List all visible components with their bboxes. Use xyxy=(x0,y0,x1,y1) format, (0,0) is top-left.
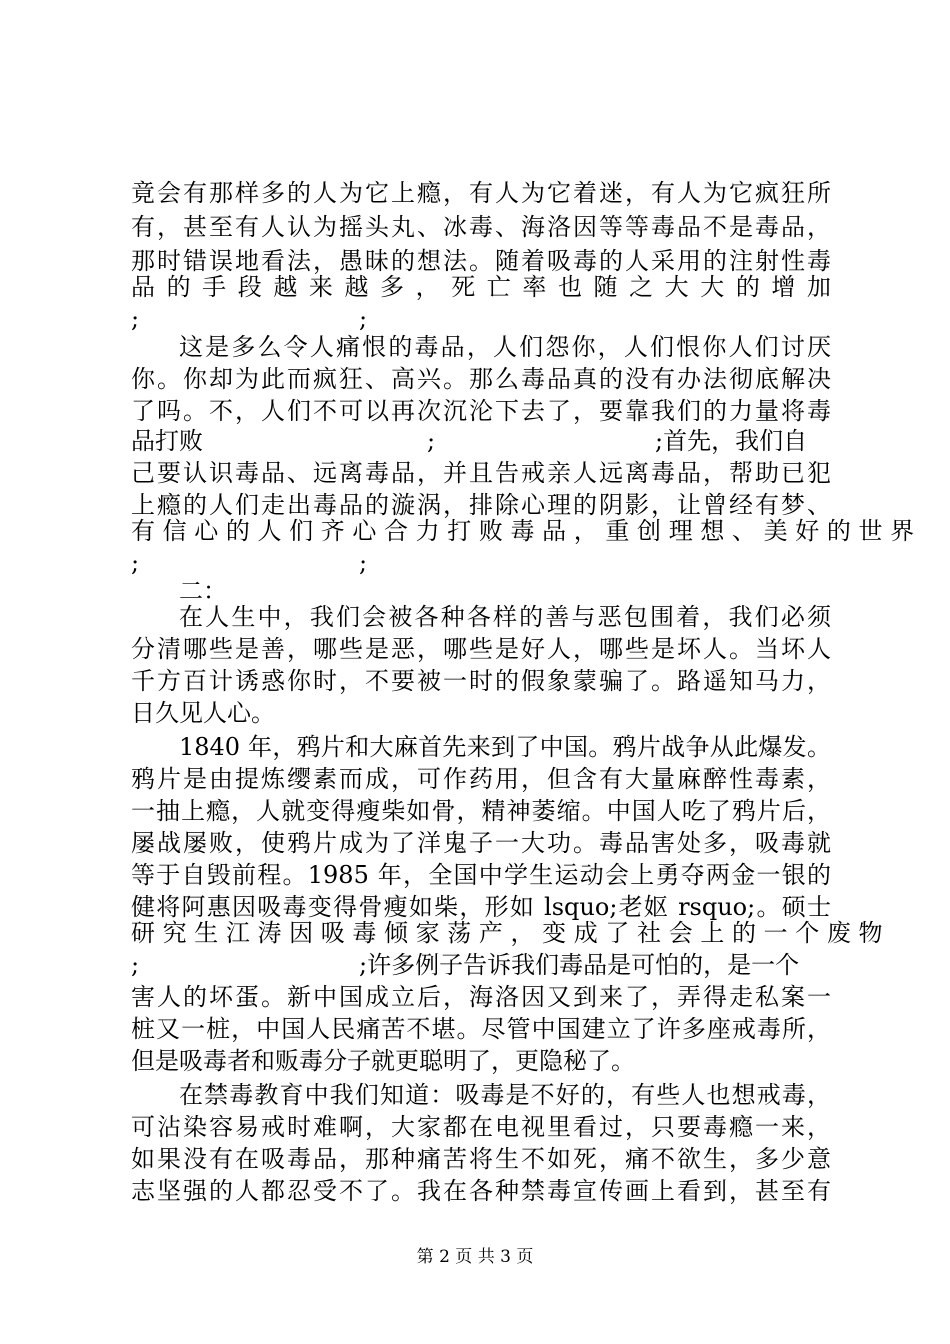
text-line: 一抽上瘾，人就变得瘦柴如骨，精神萎缩。中国人吃了鸦片后， xyxy=(131,797,831,825)
semicolon: ; xyxy=(131,951,140,979)
text-line: 等于自毁前程。1985 年，全国中学生运动会上勇夺两金一银的 xyxy=(131,861,831,889)
text-line: 但是吸毒者和贩毒分子就更聪明了，更隐秘了。 xyxy=(131,1047,635,1075)
text-fragment: 品打败 xyxy=(131,427,203,455)
text-line: 桩又一桩，中国人民痛苦不堪。尽管中国建立了许多座戒毒所， xyxy=(131,1015,831,1043)
text-line: 千方百计诱惑你时，不要被一时的假象蒙骗了。路遥知马力， xyxy=(131,667,831,695)
semicolon: ; xyxy=(359,305,368,333)
page-footer: 第 2 页 共 3 页 xyxy=(416,1247,534,1267)
text-line: 有，甚至有人认为摇头丸、冰毒、海洛因等等毒品不是毒品， xyxy=(131,213,831,241)
text-line: 己要认识毒品、远离毒品，并且告戒亲人远离毒品，帮助已犯 xyxy=(131,459,831,487)
text-line: 志坚强的人都忍受不了。我在各种禁毒宣传画上看到，甚至有 xyxy=(131,1177,831,1205)
text-fragment: ;首先，我们自 xyxy=(655,427,808,455)
paragraph-first-line: 这是多么令人痛恨的毒品，人们怨你，人们恨你人们讨厌 xyxy=(179,333,831,361)
text-line: 分清哪些是善，哪些是恶，哪些是好人，哪些是坏人。当坏人 xyxy=(131,635,831,663)
text-line: 害人的坏蛋。新中国成立后，海洛因又到来了，弄得走私案一 xyxy=(131,983,831,1011)
paragraph-first-line: 在禁毒教育中我们知道：吸毒是不好的，有些人也想戒毒， xyxy=(179,1081,831,1109)
text-fragment: ;许多例子告诉我们毒品是可怕的，是一个 xyxy=(359,951,800,979)
semicolon: ; xyxy=(131,549,140,577)
semicolon: ; xyxy=(359,549,368,577)
paragraph-first-line: 1840 年，鸦片和大麻首先来到了中国。鸦片战争从此爆发。 xyxy=(179,733,831,761)
text-line: 日久见人心。 xyxy=(131,699,275,727)
text-line: 了吗。不，人们不可以再次沉沦下去了，要靠我们的力量将毒 xyxy=(131,397,831,425)
text-line: 品 的 手 段 越 来 越 多 ， 死 亡 率 也 随 之 大 大 的 增 加 xyxy=(131,273,831,301)
paragraph-first-line: 在人生中，我们会被各种各样的善与恶包围着，我们必须 xyxy=(179,603,831,631)
text-line: 如果没有在吸毒品，那种痛苦将生不如死，痛不欲生，多少意 xyxy=(131,1145,831,1173)
text-line: 健将阿惠因吸毒变得骨瘦如柴，形如 lsquo;老妪 rsquo;。硕士 xyxy=(131,893,831,921)
mixed-row xyxy=(131,948,831,982)
mixed-row xyxy=(131,424,831,458)
text-line: 鸦片是由提炼缨素而成，可作药用，但含有大量麻醉性毒素， xyxy=(131,765,831,793)
text-line: 有 信 心 的 人 们 齐 心 合 力 打 败 毒 品 ， 重 创 理 想 、 美 好 的 世 界 xyxy=(131,517,915,545)
text-line: 研 究 生 江 涛 因 吸 毒 倾 家 荡 产 ， 变 成 了 社 会 上 的 一 个 废 物 xyxy=(131,919,883,947)
semicolon: ; xyxy=(427,427,436,455)
text-line: 那时错误地看法，愚昧的想法。随着吸毒的人采用的注射性毒 xyxy=(131,247,831,275)
text-line: 竟会有那样多的人为它上瘾，有人为它着迷，有人为它疯狂所 xyxy=(131,179,831,207)
text-line: 屡战屡败，使鸦片成为了洋鬼子一大功。毒品害处多，吸毒就 xyxy=(131,829,831,857)
text-line: 可沾染容易戒时难啊，大家都在电视里看过，只要毒瘾一来， xyxy=(131,1113,831,1141)
semicolon: ; xyxy=(131,305,140,333)
section-heading: 二： xyxy=(179,577,227,605)
text-line: 上瘾的人们走出毒品的漩涡，排除心理的阴影，让曾经有梦、 xyxy=(131,491,831,519)
text-line: 你。你却为此而疯狂、高兴。那么毒品真的没有办法彻底解决 xyxy=(131,365,831,393)
